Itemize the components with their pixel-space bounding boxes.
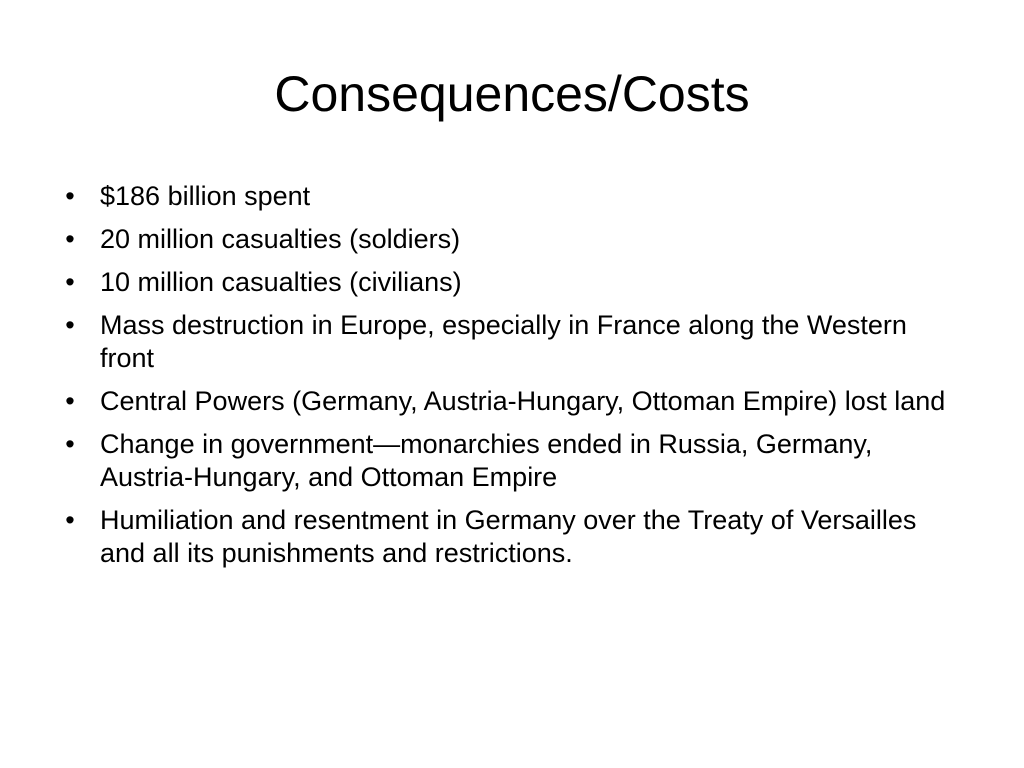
bullet-item-civilian-casualties — [60, 266, 960, 299]
bullet-item-mass-destruction — [60, 309, 960, 375]
bullet-text: Mass destruction in Europe, especially in France along the Western front — [100, 310, 907, 373]
bullet-icon: • — [65, 267, 75, 297]
bullet-text: $186 billion spent — [100, 181, 311, 211]
bullet-item-soldier-casualties — [60, 223, 960, 256]
bullet-icon: • — [65, 505, 75, 535]
slide-title: Consequences/Costs — [274, 66, 750, 122]
bullet-list — [60, 180, 960, 580]
bullet-text: Central Powers (Germany, Austria-Hungary, Ottoman Empire) lost land — [100, 386, 946, 416]
bullet-text: Change in government—monarchies ended in Russia, Germany, Austria-Hungary, and Ottoman Empire — [100, 429, 873, 492]
bullet-icon: • — [65, 386, 75, 416]
bullet-text: Humiliation and resentment in Germany over the Treaty of Versailles and all its punishments and restrictions. — [100, 505, 917, 568]
bullet-icon: • — [65, 429, 75, 459]
bullet-icon: • — [65, 224, 75, 254]
bullet-icon: • — [65, 310, 75, 340]
bullet-item-spending — [60, 180, 960, 213]
bullet-text: 20 million casualties (soldiers) — [100, 224, 461, 254]
bullet-item-humiliation — [60, 504, 960, 570]
bullet-icon: • — [65, 181, 75, 211]
bullet-text: 10 million casualties (civilians) — [100, 267, 462, 297]
bullet-item-government-change — [60, 428, 960, 494]
bullet-item-lost-land — [60, 385, 960, 418]
